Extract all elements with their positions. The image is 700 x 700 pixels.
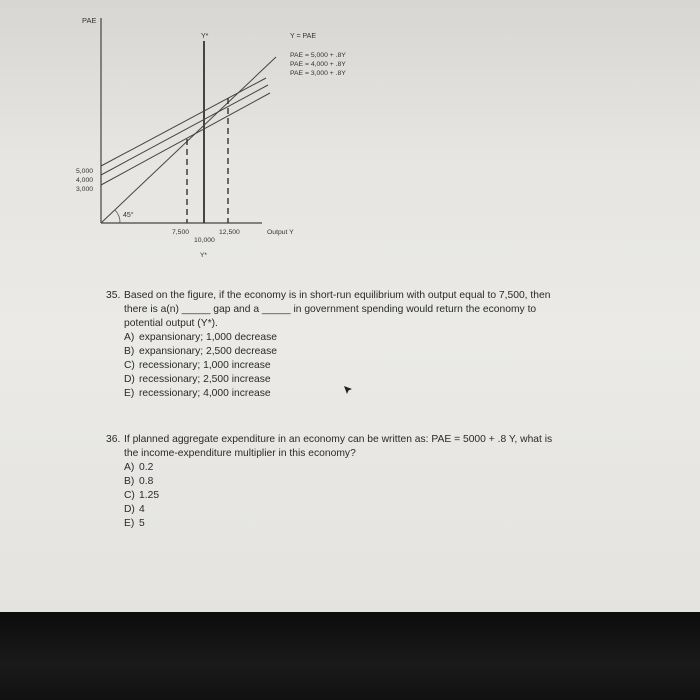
question-number: 35. [106, 290, 121, 301]
choice-letter: D) [124, 504, 135, 515]
choice-letter: B) [124, 346, 135, 357]
question-36 [106, 433, 606, 531]
question-text-line: If planned aggregate expenditure in an economy can be written as: PAE = 5000 + .8 Y, what is [124, 434, 553, 445]
choice-text: recessionary; 1,000 increase [139, 360, 271, 371]
choice-letter: C) [124, 360, 135, 371]
forty-five-degree-line [101, 57, 276, 223]
legend-item: PAE = 3,000 + .8Y [290, 70, 346, 77]
pae-line-3000 [101, 93, 270, 185]
answer-choices [124, 331, 550, 401]
y-tick-label: 5,000 [76, 168, 94, 175]
legend-item: PAE = 4,000 + .8Y [290, 61, 346, 68]
answer-choice[interactable] [124, 461, 552, 475]
choice-text: expansionary; 2,500 decrease [139, 346, 277, 357]
choice-text: recessionary; 2,500 increase [139, 374, 271, 385]
x-axis-label: Output Y [267, 229, 294, 236]
choice-text: expansionary; 1,000 decrease [139, 332, 277, 343]
y-tick-label: 4,000 [76, 177, 94, 184]
question-text-line: there is a(n) _____ gap and a _____ in government spending would return the economy to [124, 304, 537, 315]
diagonal-label: Y = PAE [290, 33, 317, 40]
angle-label: 45° [123, 212, 134, 219]
y-tick-label: 3,000 [76, 186, 94, 193]
choice-text: 0.2 [139, 462, 154, 473]
below-axis-label: Y* [200, 252, 207, 259]
x-tick-label: 10,000 [194, 237, 215, 244]
question-text-line: Based on the figure, if the economy is in short-run equilibrium with output equal to 7,500, then [124, 290, 551, 301]
answer-choice[interactable] [124, 475, 552, 489]
answer-choice[interactable] [124, 489, 552, 503]
choice-letter: C) [124, 490, 135, 501]
choice-letter: A) [124, 332, 135, 343]
choice-letter: D) [124, 374, 135, 385]
y-axis-label: PAE [82, 16, 97, 25]
keynesian-cross-graph [0, 0, 700, 300]
x-tick-label: 7,500 [172, 229, 190, 236]
answer-choice[interactable] [124, 331, 550, 345]
choice-text: recessionary; 4,000 increase [139, 388, 271, 399]
answer-choice[interactable] [124, 359, 550, 373]
monitor-bezel [0, 612, 700, 700]
choice-letter: E) [124, 518, 135, 529]
answer-choice[interactable] [124, 503, 552, 517]
choice-text: 4 [139, 504, 145, 515]
mouse-cursor-icon [343, 385, 353, 395]
answer-choice[interactable] [124, 517, 552, 531]
question-35 [106, 289, 606, 401]
choice-text: 0.8 [139, 476, 154, 487]
potential-output-label: Y* [201, 33, 209, 40]
answer-choices [124, 461, 552, 531]
question-text-line: the income-expenditure multiplier in this economy? [124, 448, 356, 459]
angle-arc [115, 210, 120, 223]
answer-choice[interactable] [124, 345, 550, 359]
legend-item: PAE = 5,000 + .8Y [290, 52, 346, 59]
x-tick-label: 12,500 [219, 229, 240, 236]
question-number: 36. [106, 434, 121, 445]
choice-text: 1.25 [139, 490, 160, 501]
choice-letter: A) [124, 462, 135, 473]
answer-choice[interactable] [124, 373, 550, 387]
answer-choice[interactable] [124, 387, 550, 401]
choice-letter: E) [124, 388, 135, 399]
pae-line-4000 [101, 85, 268, 175]
choice-text: 5 [139, 518, 145, 529]
question-text-line: potential output (Y*). [124, 318, 218, 329]
pae-line-5000 [101, 78, 266, 166]
choice-letter: B) [124, 476, 135, 487]
